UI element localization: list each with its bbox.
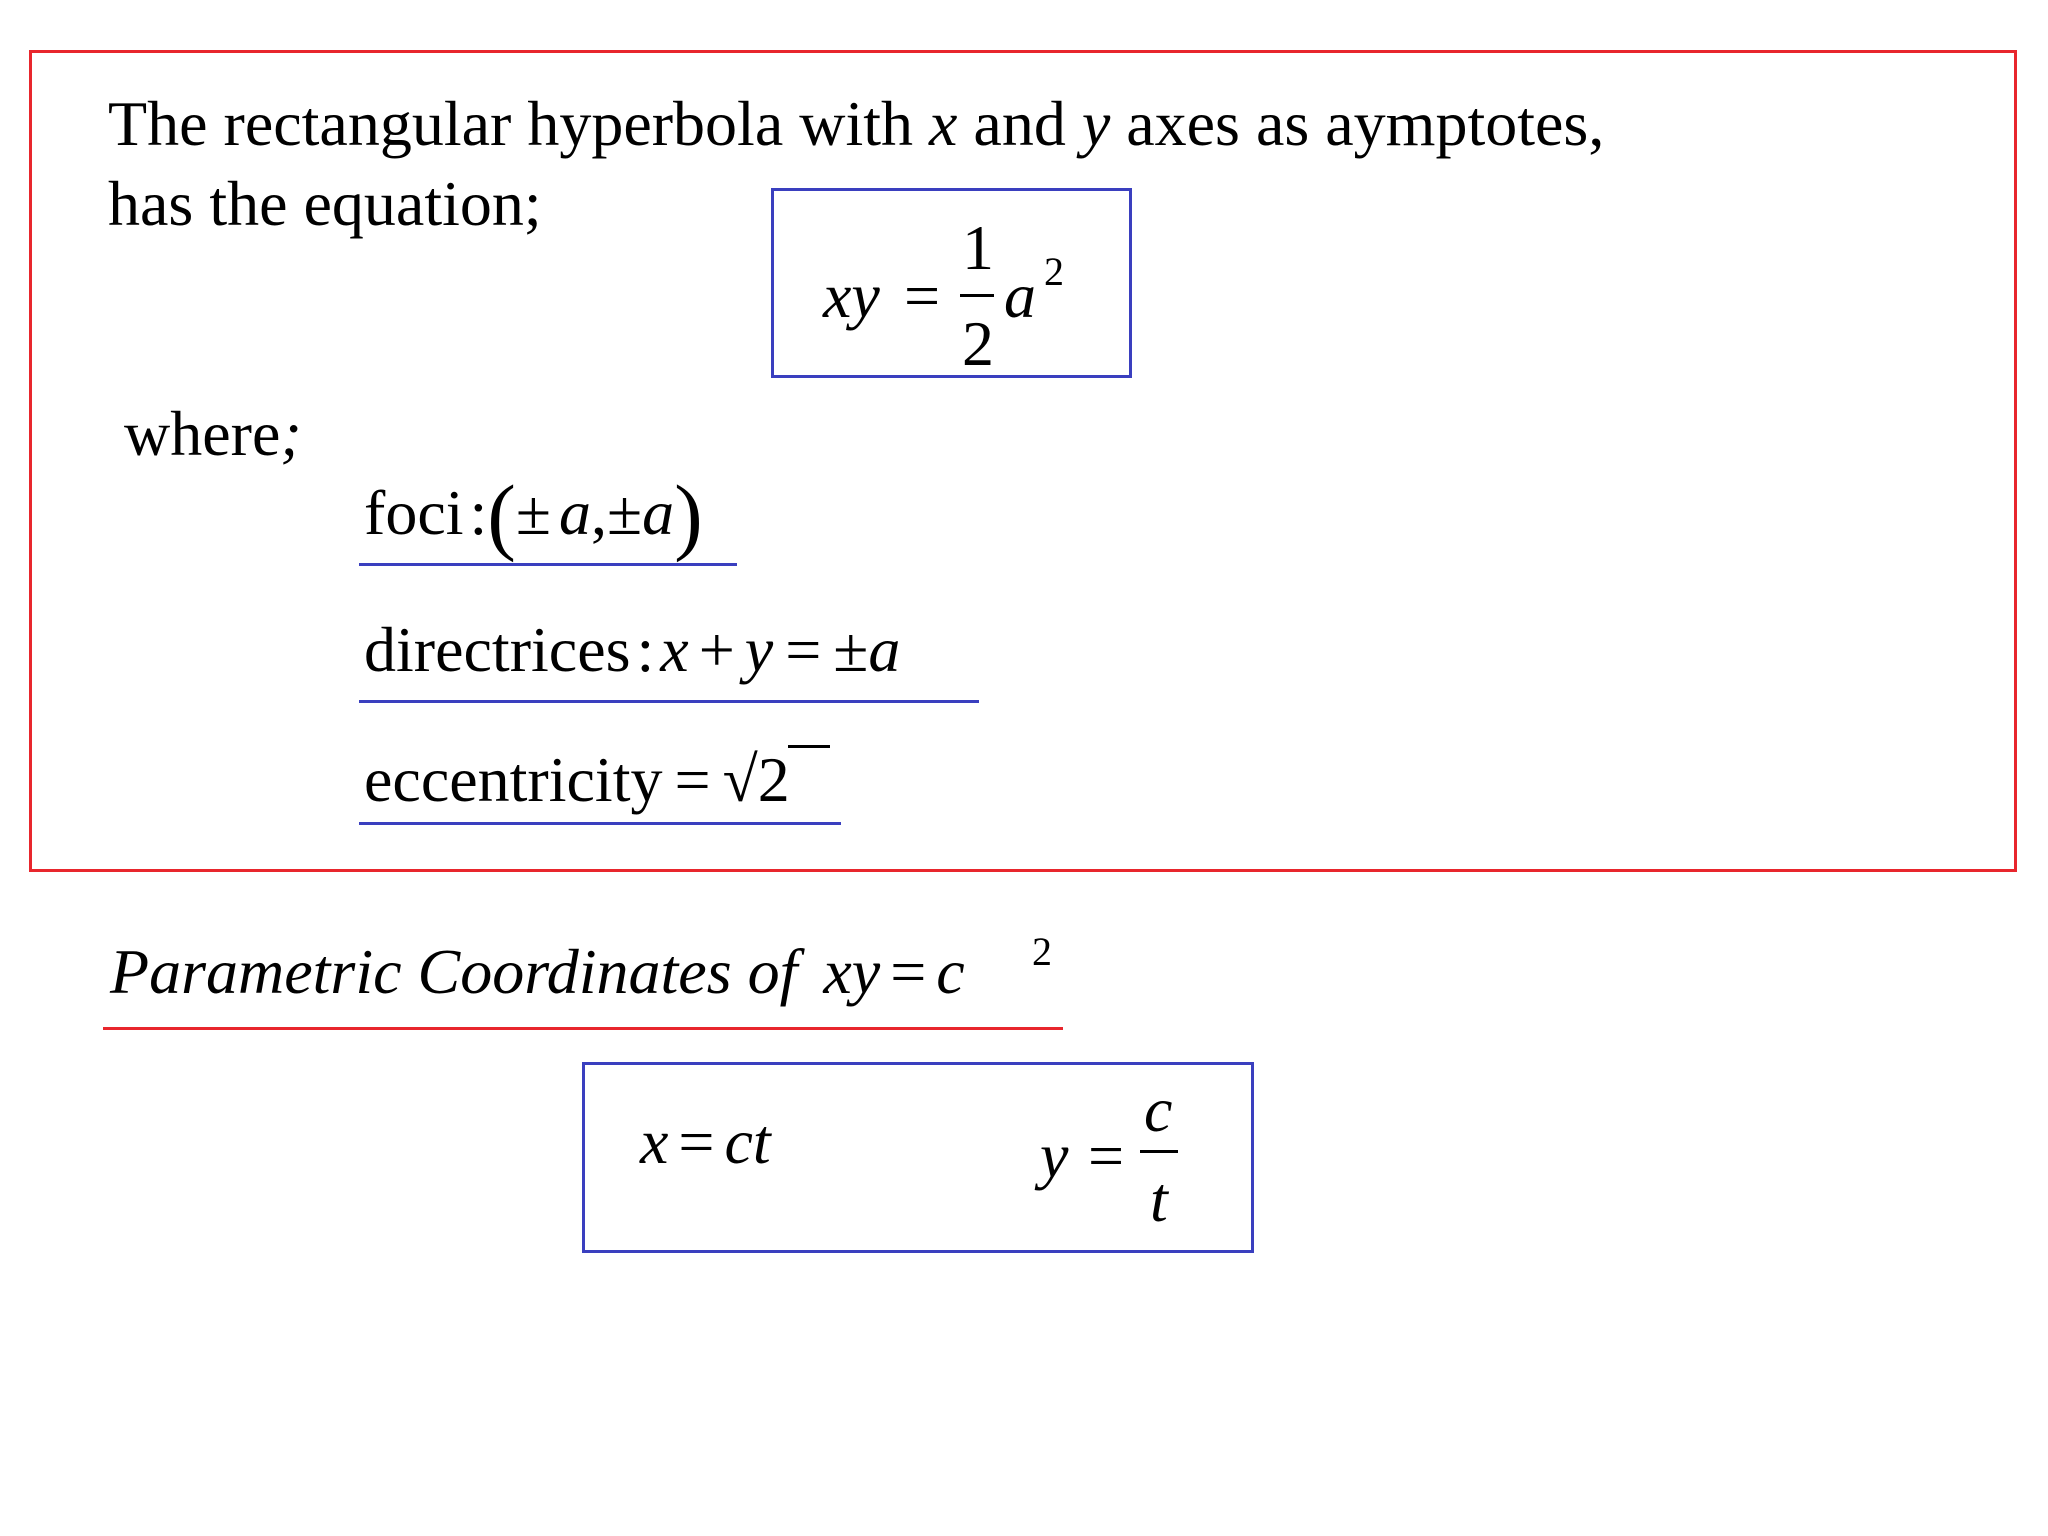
main-eq-lhs: xy xyxy=(823,260,880,331)
parametric-heading-equals: = xyxy=(890,936,927,1007)
directrices-underline xyxy=(359,700,979,703)
parametric-heading-exponent: 2 xyxy=(1032,929,1052,974)
directrices-x: x xyxy=(660,614,689,685)
y-eq-numerator: c xyxy=(1144,1074,1173,1145)
y-eq-fraction-bar xyxy=(1140,1150,1178,1153)
foci-underline xyxy=(359,563,737,566)
x-eq-lhs: x xyxy=(640,1106,669,1177)
intro-line-2: has the equation; xyxy=(108,168,542,239)
foci-open-paren: ( xyxy=(487,467,516,563)
y-eq-denominator: t xyxy=(1150,1164,1168,1235)
main-eq-base: a xyxy=(1004,260,1036,331)
directrices-line xyxy=(364,614,901,685)
intro-text-1: The rectangular hyperbola with xyxy=(108,88,929,159)
directrices-colon: : xyxy=(636,614,655,685)
directrices-a: a xyxy=(868,614,901,685)
sqrt-radical-icon: √ xyxy=(722,744,758,815)
main-eq-fraction-bar xyxy=(960,294,994,297)
main-eq-exponent: 2 xyxy=(1044,249,1064,294)
foci-colon: : xyxy=(469,477,488,548)
foci-pm-2: ± xyxy=(607,477,643,548)
eccentricity-radicand: 2 xyxy=(757,744,790,815)
foci-pm-1: ± xyxy=(515,477,552,548)
sqrt-overline xyxy=(788,745,830,748)
main-eq-numerator: 1 xyxy=(962,212,994,283)
parametric-heading-underline xyxy=(103,1027,1063,1030)
x-eq-rhs: ct xyxy=(724,1106,771,1177)
x-equation xyxy=(640,1106,771,1177)
eccentricity-underline xyxy=(359,822,841,825)
where-semicolon: ; xyxy=(280,398,302,469)
foci-a-1: a xyxy=(559,477,592,548)
x-eq-equals: = xyxy=(678,1106,715,1177)
directrices-y: y xyxy=(744,614,774,685)
eccentricity-line xyxy=(364,744,790,815)
foci-a-2: a xyxy=(642,477,675,548)
main-eq-denominator: 2 xyxy=(962,308,994,379)
foci-comma: , xyxy=(591,477,608,548)
foci-line xyxy=(364,467,703,563)
where-label xyxy=(124,398,302,469)
main-eq-equals: = xyxy=(904,260,941,331)
y-eq-equals: = xyxy=(1088,1120,1125,1191)
directrices-equals: = xyxy=(785,614,822,685)
where-text: where xyxy=(124,398,281,469)
intro-text-2: and xyxy=(957,88,1082,159)
y-eq-lhs: y xyxy=(1040,1120,1069,1191)
parametric-heading-lhs: xy xyxy=(823,936,881,1007)
intro-text-3: axes as aymptotes, xyxy=(1110,88,1605,159)
foci-label: foci xyxy=(364,477,464,548)
parametric-heading-text: Parametric Coordinates of xyxy=(110,936,814,1007)
directrices-label: directrices xyxy=(364,614,631,685)
intro-line-1 xyxy=(108,88,1605,159)
eccentricity-equals: = xyxy=(674,744,711,815)
directrices-plus: + xyxy=(698,614,735,685)
parametric-heading xyxy=(110,936,965,1007)
directrices-pm: ± xyxy=(833,614,869,685)
foci-close-paren: ) xyxy=(674,467,703,563)
intro-x: x xyxy=(929,88,958,159)
eccentricity-label: eccentricity xyxy=(364,744,663,815)
intro-y: y xyxy=(1081,88,1111,159)
parametric-heading-base: c xyxy=(936,936,965,1007)
